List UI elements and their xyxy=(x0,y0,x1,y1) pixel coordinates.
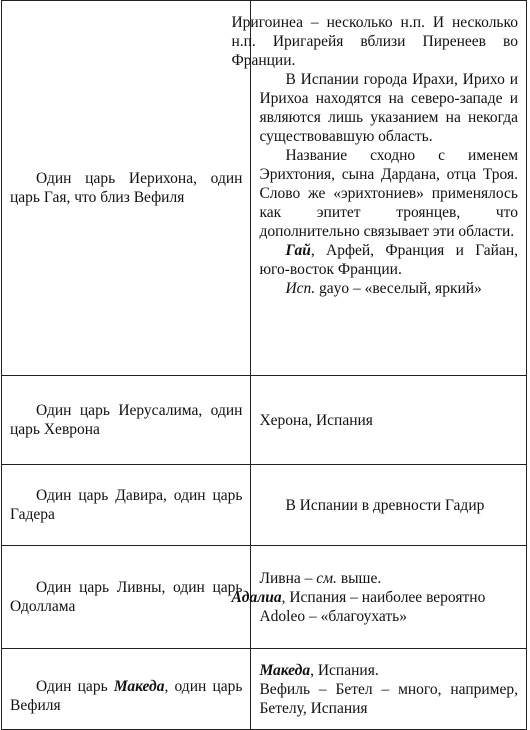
kings-table xyxy=(1,0,527,730)
paragraph: Иригоинеа – несколько н.п. И несколько н.п. Иригарейя вблизи Пиренеев во Франции. xyxy=(231,14,518,69)
paragraph: Adoleo – «благоухать» xyxy=(259,607,407,625)
paragraph: В Испании в древности Гадир xyxy=(285,496,485,514)
left-cell xyxy=(2,1,251,376)
paragraph: Вефиль – Бетел – много, например, Бетелу, Испания xyxy=(259,680,518,717)
row-text: Один царь Ливны, один царь Одоллама xyxy=(10,579,243,615)
emphasis-term: Адалиа xyxy=(231,588,282,606)
paragraph-text: , Испания. xyxy=(310,661,379,679)
paragraph-text: выше. xyxy=(336,569,382,587)
emphasis-term: Македа xyxy=(259,661,311,679)
right-cell xyxy=(231,1,527,376)
table-row xyxy=(2,376,527,465)
emphasis-term: Македа xyxy=(113,678,165,695)
left-cell xyxy=(2,546,251,649)
paragraph xyxy=(231,241,518,279)
table-row xyxy=(2,649,527,730)
document-page xyxy=(1,0,527,719)
paragraph: В Испании города Ирахи, Ирихо и Ирихоа находятся на северо-западе и являются лишь указанием на некогда существовавшую область. xyxy=(259,71,518,145)
row-text: Один царь Иерусалима, один царь Хеврона xyxy=(10,402,243,438)
table-row xyxy=(2,465,527,546)
table-row xyxy=(2,1,527,376)
paragraph-text: Один царь xyxy=(36,678,114,695)
paragraph: Название сходно с именем Эрихтония, сына Дардана, отца Троя. Слово же «эрихтониев» применялось как эпитет троянцев, что дополнительно связывает эти области. xyxy=(259,147,518,240)
paragraph-text: Ливна – xyxy=(259,569,317,587)
table-row xyxy=(2,546,527,649)
paragraph-text: , Испания – наиболее вероятно xyxy=(281,588,486,606)
abbreviation: см. xyxy=(316,569,337,587)
paragraph: Херона, Испания xyxy=(259,411,373,429)
row-text: Один царь Давира, один царь Гадера xyxy=(10,487,243,523)
right-cell xyxy=(251,649,527,730)
paragraph xyxy=(259,661,518,680)
row-text xyxy=(10,677,242,715)
right-cell xyxy=(231,546,527,649)
paragraph xyxy=(231,279,518,298)
left-cell xyxy=(2,649,251,730)
paragraph-text: , один царь Вефиля xyxy=(10,678,243,714)
right-cell xyxy=(251,465,527,546)
right-cell xyxy=(251,376,527,465)
emphasis-term: Гай xyxy=(285,242,311,259)
paragraph xyxy=(231,588,518,607)
row-text: Один царь Иерихона, один царь Гая, что близ Вефиля xyxy=(10,170,243,206)
left-cell xyxy=(2,376,251,465)
paragraph xyxy=(259,569,518,588)
abbreviation: Исп. xyxy=(285,280,316,297)
left-cell xyxy=(2,465,251,546)
paragraph-text: gayo – «веселый, яркий» xyxy=(315,280,482,297)
paragraph-text: , Арфей, Франция и Гайан, юго-восток Франции. xyxy=(259,242,518,278)
